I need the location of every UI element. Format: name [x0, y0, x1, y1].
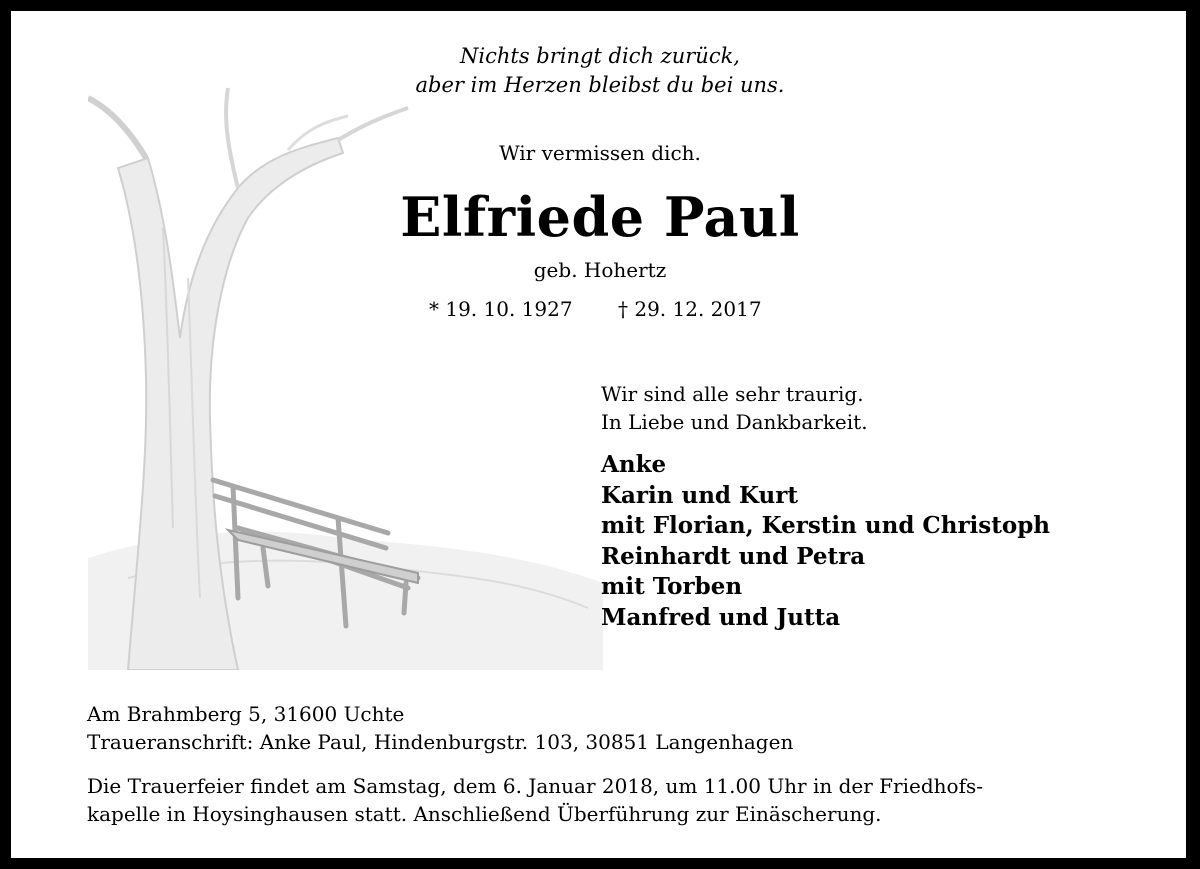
mourning-text: [601, 380, 868, 436]
verse-line-2: aber im Herzen bleibst du bei uns.: [415, 73, 785, 97]
family-member: Manfred und Jutta: [601, 603, 841, 631]
birth-date: * 19. 10. 1927: [429, 297, 573, 321]
we-miss-you: Wir vermissen dich.: [499, 141, 701, 165]
mourning-line-1: Wir sind alle sehr traurig.: [601, 382, 864, 406]
family-member: Karin und Kurt: [601, 481, 798, 509]
family-member: Reinhardt und Petra: [601, 542, 866, 570]
family-member: mit Florian, Kerstin und Christoph: [601, 512, 1051, 539]
maiden-name: geb. Hohertz: [533, 258, 667, 282]
death-date: † 29. 12. 2017: [618, 297, 762, 321]
service-line-2: kapelle in Hoysinghausen statt. Anschließend Überführung zur Einäscherung.: [87, 802, 882, 826]
service-line-1: Die Trauerfeier findet am Samstag, dem 6. Januar 2018, um 11.00 Uhr in der Friedhofs-: [87, 774, 983, 798]
address-block: [87, 700, 793, 756]
funeral-service-info: [87, 772, 1117, 828]
home-address: Am Brahmberg 5, 31600 Uchte: [87, 702, 405, 726]
verse-line-1: Nichts bringt dich zurück,: [460, 44, 740, 68]
mourning-line-2: In Liebe und Dankbarkeit.: [601, 410, 868, 434]
deceased-name: Elfriede Paul: [400, 185, 800, 249]
family-member: mit Torben: [601, 573, 743, 600]
tree-and-bench-illustration: [88, 78, 603, 670]
mourning-address: Traueranschrift: Anke Paul, Hindenburgstr. 103, 30851 Langenhagen: [87, 730, 794, 754]
family-list: [601, 450, 1050, 633]
family-member: Anke: [601, 451, 667, 478]
